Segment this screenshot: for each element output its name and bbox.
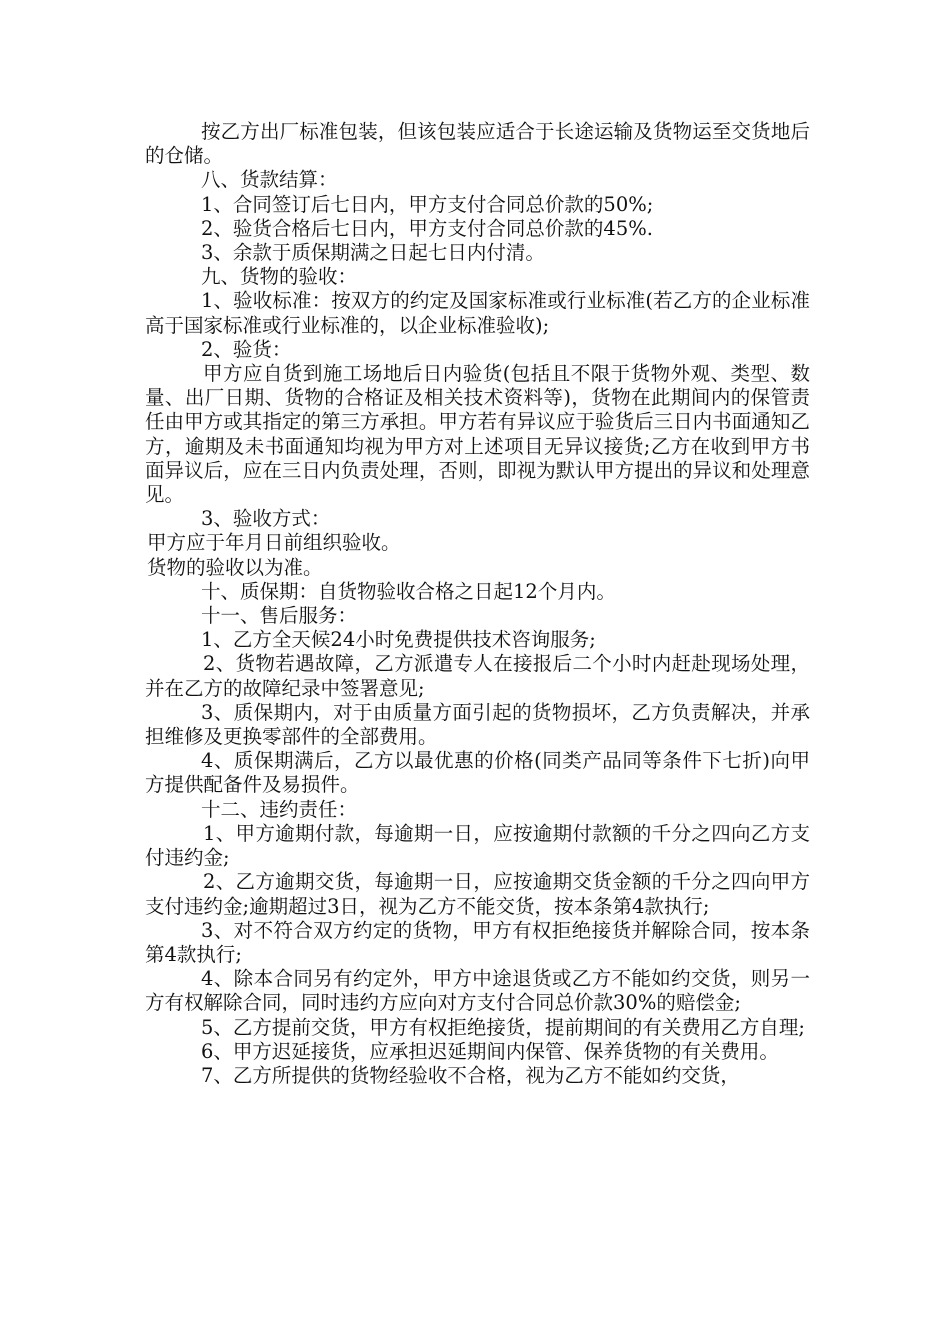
paragraph-acceptance-date: 甲方应于年月日前组织验收。	[147, 531, 401, 555]
clause-liability-5: 5、乙方提前交货，甲方有权拒绝接货，提前期间的有关费用乙方自理;	[201, 1015, 805, 1039]
clause-liability-3: 3、对不符合双方约定的货物，甲方有权拒绝接货并解除合同，按本条第4款执行;	[145, 918, 810, 966]
clause-liability-7: 7、乙方所提供的货物经验收不合格，视为乙方不能如约交货，	[201, 1063, 740, 1087]
section-heading-payment: 八、货款结算：	[201, 168, 338, 192]
clause-liability-1: 1、甲方逾期付款，每逾期一日，应按逾期付款额的千分之四向乙方支付违约金;	[145, 821, 810, 870]
clause-after-sales-1: 1、乙方全天候24小时免费提供技术咨询服务;	[201, 628, 596, 652]
section-heading-after-sales: 十一、售后服务：	[201, 604, 358, 628]
paragraph-acceptance-basis: 货物的验收以为准。	[147, 555, 323, 579]
clause-payment-1: 1、合同签订后七日内，甲方支付合同总价款的50%;	[201, 192, 654, 216]
clause-liability-6: 6、甲方迟延接货，应承担迟延期间内保管、保养货物的有关费用。	[201, 1039, 779, 1063]
section-heading-liability: 十二、违约责任：	[201, 797, 358, 821]
clause-after-sales-4: 4、质保期满后，乙方以最优惠的价格(同类产品同等条件下七折)向甲方提供配备件及易损件。	[145, 749, 810, 797]
section-heading-acceptance: 九、货物的验收：	[201, 265, 358, 289]
paragraph-packaging: 按乙方出厂标准包装，但该包装应适合于长途运输及货物运至交货地后的仓储。	[145, 120, 810, 168]
clause-liability-4: 4、除本合同另有约定外，甲方中途退货或乙方不能如约交货，则另一方有权解除合同，同时违约方应向对方支付合同总价款30%的赔偿金;	[145, 967, 810, 1015]
clause-after-sales-3: 3、质保期内，对于由质量方面引起的货物损坏，乙方负责解决，并承担维修及更换零部件的全部费用。	[145, 700, 810, 749]
clause-liability-2: 2、乙方逾期交货，每逾期一日，应按逾期交货金额的千分之四向甲方支付违约金;逾期超过3日，视为乙方不能交货，按本条第4款执行;	[145, 870, 810, 918]
document-body	[145, 120, 810, 1088]
paragraph-inspection-detail: 甲方应自货到施工场地后日内验货(包括且不限于货物外观、类型、数量、出厂日期、货物的合格证及相关技术资料等)，货物在此期间内的保管责任由甲方或其指定的第三方承担。甲方若有异议应于验货后三日内书面通知乙方，逾期及未书面通知均视为甲方对上述项目无异议接货;乙方在收到甲方书面异议后，应在三日内负责处理，否则，即视为默认甲方提出的异议和处理意见。	[145, 362, 810, 507]
section-heading-warranty: 十、质保期：自货物验收合格之日起12个月内。	[201, 579, 616, 603]
clause-after-sales-2: 2、货物若遇故障，乙方派遣专人在接报后二个小时内赶赴现场处理，并在乙方的故障纪录中签署意见;	[145, 652, 810, 700]
clause-inspection-heading: 2、验货：	[201, 337, 292, 361]
clause-payment-3: 3、余款于质保期满之日起七日内付清。	[201, 241, 545, 265]
clause-payment-2: 2、验货合格后七日内，甲方支付合同总价款的45%.	[201, 216, 653, 240]
clause-acceptance-method: 3、验收方式：	[201, 507, 331, 531]
clause-acceptance-standard: 1、验收标准：按双方的约定及国家标准或行业标准(若乙方的企业标准高于国家标准或行业标准的，以企业标准验收);	[145, 289, 810, 337]
